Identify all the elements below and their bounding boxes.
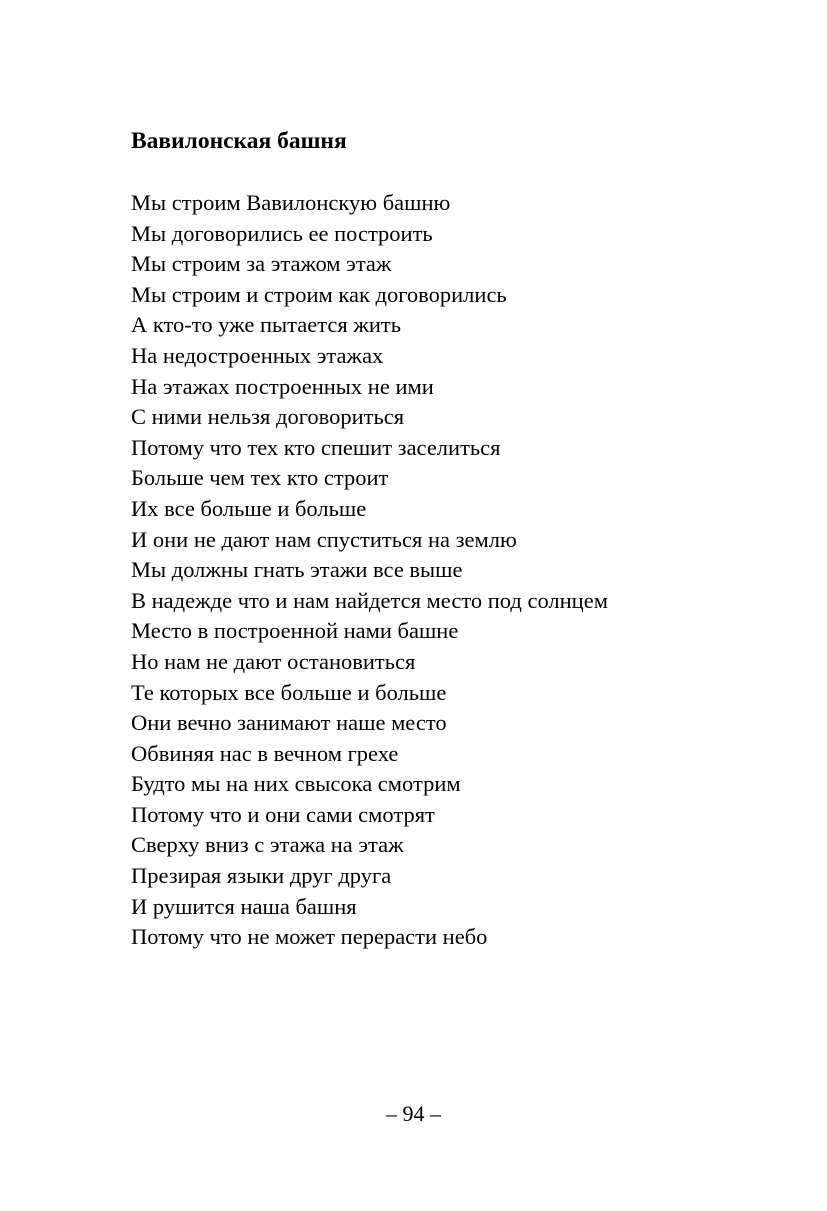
poem-body bbox=[131, 188, 608, 953]
poem-line: Обвиняя нас в вечном грехе bbox=[131, 740, 399, 766]
poem-line: Но нам не дают остановиться bbox=[131, 648, 416, 674]
poem-line: Потому что тех кто спешит заселиться bbox=[131, 434, 501, 460]
poem-line: Будто мы на них свысока смотрим bbox=[131, 771, 461, 797]
poem-line: Сверху вниз с этажа на этаж bbox=[131, 832, 404, 858]
poem-line: Потому что и они сами смотрят bbox=[131, 801, 435, 827]
page-number: – 94 – bbox=[386, 1101, 441, 1126]
poem-line: Презирая языки друг друга bbox=[131, 863, 392, 889]
poem-line: И они не дают нам спуститься на землю bbox=[131, 526, 517, 552]
poem-line: В надежде что и нам найдется место под солнцем bbox=[131, 587, 608, 613]
poem-line: Мы строим Вавилонскую башню bbox=[131, 190, 451, 215]
poem-line: Мы должны гнать этажи все выше bbox=[131, 557, 463, 583]
poem-line: С ними нельзя договориться bbox=[131, 404, 405, 430]
poem-line: Больше чем тех кто строит bbox=[131, 465, 389, 491]
poem-line: Мы строим и строим как договорились bbox=[131, 281, 507, 307]
poem-line: А кто-то уже пытается жить bbox=[131, 312, 401, 338]
poem-line: На этажах построенных не ими bbox=[131, 373, 434, 399]
poem-line: Мы договорились ее построить bbox=[131, 220, 433, 246]
poem-line: Место в построенной нами башне bbox=[131, 618, 459, 644]
poem-line: И рушится наша башня bbox=[131, 893, 357, 919]
poem-title: Вавилонская башня bbox=[131, 128, 347, 154]
poem-line: Их все больше и больше bbox=[131, 495, 367, 521]
poem-line: Мы строим за этажом этаж bbox=[131, 251, 392, 277]
poem-line: На недостроенных этажах bbox=[131, 342, 384, 368]
poem-line: Они вечно занимают наше место bbox=[131, 710, 447, 736]
poem-line: Те которых все больше и больше bbox=[131, 679, 447, 705]
poem-line: Потому что не может перерасти небо bbox=[131, 924, 488, 950]
